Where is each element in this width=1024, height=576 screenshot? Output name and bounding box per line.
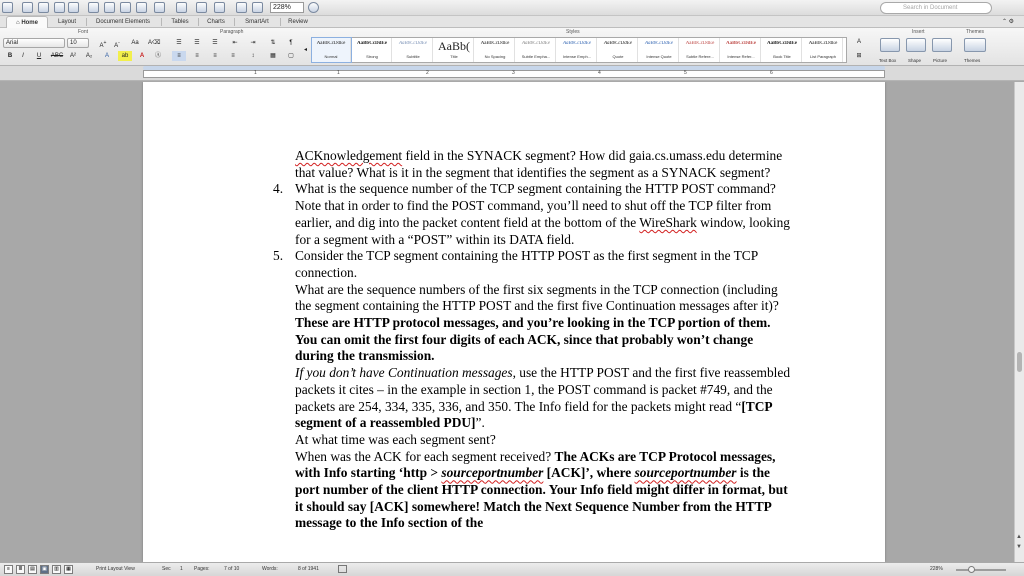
print-icon[interactable]	[68, 2, 79, 13]
bold-text-run: These are HTTP protocol messages, and you’re looking in the TCP portion of them. You can omit the first four digits of each ACK, since that probably won’t change during the transmission.	[295, 315, 771, 364]
shrink-font-icon[interactable]: A-	[114, 40, 120, 49]
ruler-number: 5	[684, 70, 687, 76]
misspelled-word[interactable]: WireShark	[639, 214, 697, 230]
align-center-icon[interactable]: ≡	[195, 53, 199, 59]
clear-formatting-icon[interactable]: A⌫	[148, 40, 161, 46]
gallery-icon[interactable]	[252, 2, 263, 13]
text-run: Consider the TCP segment containing the HTTP POST as the first segment in the TCP connection.	[295, 248, 758, 280]
style-tile[interactable]	[804, 38, 843, 62]
italic-button[interactable]: I	[22, 53, 24, 59]
tab-document-elements[interactable]: Document Elements	[95, 19, 151, 25]
toolbox-icon[interactable]	[236, 2, 247, 13]
text-run: window, looking for a segment with a “POST” within its DATA field.	[295, 214, 791, 247]
section-label: Sec	[162, 566, 171, 572]
style-name: Strong	[366, 54, 378, 59]
ribbon	[0, 28, 1024, 66]
style-name: Intense Emph...	[562, 54, 591, 59]
text-box-label: Text Box	[879, 58, 897, 63]
align-right-icon[interactable]: ≡	[213, 53, 217, 59]
copy-icon[interactable]	[104, 2, 115, 13]
font-size-select[interactable]: 10	[67, 38, 89, 48]
picture-icon[interactable]	[932, 38, 952, 52]
style-name: Title	[450, 54, 458, 59]
multilevel-list-icon[interactable]: ☰	[212, 40, 218, 46]
word-icon[interactable]	[2, 2, 13, 13]
bold-text-run: [TCP segment of a reassembled PDU]	[295, 398, 772, 431]
text-run: What is the sequence number of the TCP segment containing the HTTP POST command? Note that in order to find the POST command, you’ll need to shut off the TCP filter from earlier, and dig into the packet content field at the bottom of the	[295, 181, 776, 230]
quick-access-toolbar	[0, 0, 1024, 16]
document-page[interactable]	[143, 82, 885, 562]
tab-home-label: Home	[21, 20, 38, 26]
group-title-paragraph: Paragraph	[220, 29, 244, 35]
ruler-number: 1	[254, 70, 257, 76]
italic-text-run: If you don’t have Continuation messages	[295, 365, 513, 381]
style-name: Book Title	[773, 54, 791, 59]
paragraph	[295, 449, 795, 533]
publishing-view-icon[interactable]: ▤	[28, 565, 37, 574]
scroll-down-icon[interactable]: ▼	[1016, 544, 1022, 550]
style-name: Intense Refer...	[727, 54, 755, 59]
ruler-number: 4	[598, 70, 601, 76]
bold-button[interactable]: B	[7, 53, 13, 59]
group-title-font: Font	[78, 29, 89, 35]
outline-view-icon[interactable]: ≣	[16, 565, 25, 574]
style-sample: AaBbCcDdEe	[603, 41, 633, 46]
text-box-icon[interactable]	[880, 38, 900, 52]
home-icon: ⌂	[16, 20, 20, 26]
pilcrow-icon[interactable]	[196, 2, 207, 13]
style-name: Quote	[612, 54, 624, 59]
text-run: ”.	[475, 415, 485, 431]
tab-separator	[161, 18, 162, 26]
font-name-select[interactable]: Arial	[3, 38, 65, 48]
strikethrough-button[interactable]: ABC	[50, 53, 64, 59]
words-value: 8 of 1941	[298, 566, 319, 572]
paste-icon[interactable]	[120, 2, 131, 13]
open-folder-icon[interactable]	[38, 2, 49, 13]
misspelled-word[interactable]: sourceportnumber	[634, 465, 737, 481]
ruler-number: 2	[426, 70, 429, 76]
tab-separator	[86, 18, 87, 26]
style-tile[interactable]	[599, 38, 638, 62]
spelling-status-icon[interactable]	[338, 565, 347, 573]
style-sample: AaBbCcDdEe	[808, 41, 838, 46]
print-layout-view-icon[interactable]: ▣	[40, 565, 49, 574]
redo-icon[interactable]	[176, 2, 187, 13]
show-pilcrow-icon[interactable]: ¶	[289, 40, 293, 46]
sort-icon[interactable]: ⇅	[270, 40, 276, 46]
styles-scroll-left-icon[interactable]: ◂	[303, 47, 307, 53]
misspelled-word[interactable]: ACKnowledgement	[295, 148, 403, 163]
list-item	[273, 181, 795, 248]
style-tile[interactable]	[681, 38, 720, 62]
ruler-number: 3	[512, 70, 515, 76]
increase-indent-icon[interactable]: ⇥	[250, 40, 256, 46]
text-effects-icon[interactable]: A	[104, 53, 109, 59]
list-number: 5.	[273, 248, 284, 264]
zoom-slider[interactable]	[956, 569, 1006, 571]
sidebar-icon[interactable]	[214, 2, 225, 13]
font-color-icon[interactable]: A	[139, 53, 145, 59]
list-item	[273, 248, 795, 281]
style-tile[interactable]	[558, 38, 597, 62]
style-sample: AaBbCcDdEe	[316, 41, 346, 46]
ruler-number: 6	[770, 70, 773, 76]
draft-view-icon[interactable]: ≡	[4, 565, 13, 574]
manage-styles-icon[interactable]: ⊞	[856, 53, 862, 59]
subscript-button[interactable]: A₂	[85, 53, 93, 59]
tab-separator	[234, 18, 235, 26]
document-workspace	[0, 82, 1014, 562]
ribbon-tabs	[0, 16, 1024, 28]
tab-home[interactable]	[6, 16, 48, 28]
line-spacing-icon[interactable]: ↕	[251, 53, 255, 59]
misspelled-word[interactable]: sourceportnumber	[441, 465, 544, 481]
tab-charts[interactable]: Charts	[207, 19, 225, 25]
shading-icon[interactable]: ▦	[270, 53, 276, 59]
vertical-scrollbar[interactable]	[1014, 82, 1024, 562]
style-sample: AaBbCcDdEe	[480, 41, 510, 46]
group-title-themes: Themes	[966, 29, 985, 35]
undo-icon[interactable]	[154, 2, 165, 13]
style-sample: AaBbCcDdEe	[725, 41, 756, 46]
grow-font-icon[interactable]: A+	[99, 40, 107, 49]
style-sample: AaBbCcDdEe	[562, 41, 592, 46]
bold-text-run: is the port number of the client HTTP connection. Your Info field might differ in format, but it should say [ACK] somewhere! Match the Next Sequence Number from the HTTP message to the Info section of the	[295, 465, 788, 531]
tab-layout[interactable]: Layout	[57, 19, 76, 25]
text-run: field in the SYNACK segment? How did gaia.cs.umass.edu determine that value? What is it in the segment that identifies the segment as a SYNACK segment?	[295, 148, 783, 180]
style-tile[interactable]	[435, 38, 474, 62]
document-body[interactable]	[273, 148, 795, 532]
shape-icon[interactable]	[906, 38, 926, 52]
text-effect-gallery-icon[interactable]: Ⓐ	[154, 53, 161, 59]
cut-icon[interactable]	[88, 2, 99, 13]
notebook-view-icon[interactable]: ▥	[52, 565, 61, 574]
style-name: Subtle Empha...	[521, 54, 551, 59]
style-tile[interactable]	[394, 38, 433, 62]
collapse-ribbon-icon[interactable]: ⌃ ⚙	[1001, 19, 1015, 25]
style-sample: AaBbCcDdEe	[766, 41, 797, 46]
style-name: No Spacing	[484, 54, 506, 59]
change-case-icon[interactable]: Aa	[131, 40, 139, 46]
tab-separator	[280, 18, 281, 26]
save-icon[interactable]	[54, 2, 65, 13]
tab-review[interactable]: Review	[288, 19, 308, 25]
text-run: At what time was each segment sent?	[295, 431, 496, 447]
style-name: Intense Quote	[646, 54, 672, 59]
themes-icon[interactable]	[964, 38, 986, 52]
style-tile[interactable]	[476, 38, 515, 62]
styles-gallery	[311, 37, 847, 63]
ruler-number: 1	[337, 70, 340, 76]
picture-label: Picture	[933, 58, 948, 63]
zoom-percent: 228%	[930, 566, 943, 572]
bullets-icon[interactable]: ☰	[176, 40, 182, 46]
style-sample: AaBbCcDdEe	[685, 41, 715, 46]
format-painter-icon[interactable]	[136, 2, 147, 13]
style-name: List Paragraph	[809, 54, 836, 59]
pages-label: Pages:	[194, 566, 210, 572]
group-title-insert: Insert	[912, 29, 925, 35]
text-run: When was the ACK for each segment received?	[295, 448, 555, 464]
style-tile[interactable]	[640, 38, 679, 62]
section-value: 1	[180, 566, 183, 572]
scroll-up-icon[interactable]: ▲	[1016, 534, 1022, 540]
paragraph	[295, 365, 795, 432]
style-sample: AaBbCcDdEe	[521, 41, 551, 46]
numbering-icon[interactable]: ☰	[194, 40, 200, 46]
status-bar	[0, 562, 1024, 576]
zoom-field[interactable]: 228%	[270, 2, 304, 13]
highlight-icon[interactable]: ab	[118, 51, 132, 61]
text-run: What are the sequence numbers of the first six segments in the TCP connection (including the segment containing the HTTP POST and the first five Continuation messages after it)?	[295, 281, 779, 314]
style-tile[interactable]	[353, 38, 392, 62]
search-input[interactable]: Search in Document	[880, 2, 992, 14]
list-number: 4.	[273, 181, 284, 197]
zoom-slider-knob[interactable]	[968, 566, 975, 573]
underline-button[interactable]: U	[36, 53, 42, 59]
paragraph	[295, 148, 795, 181]
paragraph	[295, 282, 795, 366]
style-sample: AaBb(	[438, 39, 470, 53]
justify-icon[interactable]: ≡	[231, 53, 235, 59]
group-title-styles: Styles	[566, 29, 580, 35]
align-left-icon[interactable]: ≡	[172, 51, 186, 61]
style-name: Normal	[324, 54, 338, 59]
decrease-indent-icon[interactable]: ⇤	[232, 40, 238, 46]
words-label: Words:	[262, 566, 278, 572]
borders-icon[interactable]: ▢	[288, 53, 294, 59]
paragraph	[295, 432, 795, 449]
pages-value: 7 of 10	[224, 566, 240, 572]
bold-text-run: The ACKs are TCP Protocol messages, with Info starting ‘http >	[295, 448, 776, 481]
bold-text-run: [ACK]’, where	[543, 465, 635, 481]
style-tile[interactable]	[312, 38, 351, 62]
scrollbar-thumb[interactable]	[1017, 352, 1022, 372]
style-sample: AaBbCcDdEe	[644, 41, 674, 46]
horizontal-ruler[interactable]	[0, 66, 1024, 81]
tab-separator	[198, 18, 199, 26]
style-tile[interactable]	[517, 38, 556, 62]
styles-pane-icon[interactable]: A	[856, 39, 861, 45]
shape-label: Shape	[908, 58, 922, 63]
text-run: , use the HTTP POST and the first five reassembled packets it cites – in the example in section 1, the POST command is packet #749, and the packets are 254, 334, 335, 336, and 350. The Info field for the packets might read “	[295, 365, 791, 414]
style-name: Subtitle	[406, 54, 420, 59]
style-sample: AaBbCcDdEe	[356, 41, 387, 46]
style-sample: AaBbCcDdEe	[398, 41, 428, 46]
view-name: Print Layout View	[96, 566, 135, 572]
style-tile[interactable]	[763, 38, 802, 62]
superscript-button[interactable]: A²	[70, 53, 76, 59]
style-name: Subtle Refere...	[686, 54, 714, 59]
style-tile[interactable]	[722, 38, 761, 62]
focus-view-icon[interactable]: ▦	[64, 565, 73, 574]
help-icon[interactable]	[308, 2, 319, 13]
new-document-icon[interactable]	[22, 2, 33, 13]
tab-tables[interactable]: Tables	[171, 19, 189, 25]
themes-label: Themes	[964, 58, 981, 63]
tab-smartart[interactable]: SmartArt	[245, 19, 269, 25]
